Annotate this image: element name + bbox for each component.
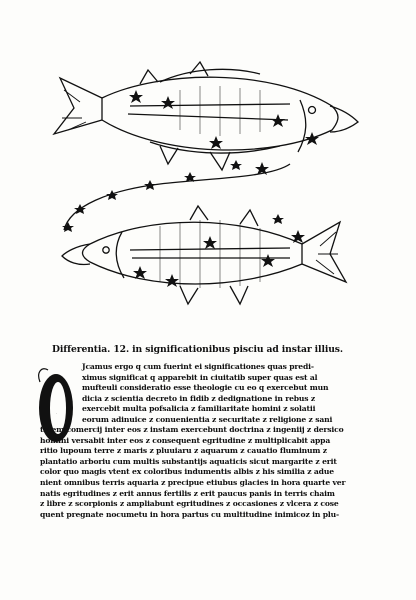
text-line-8: homini versabit inter eos z consequent egritudine z multiplicabit appa xyxy=(40,435,331,445)
text-line-12: nient omnibus terris aquaria z precipue etiubus glacies in hora quarte ver xyxy=(40,478,346,488)
text-line-14: z libre z scorpionis z ampliabunt egritudines z occasiones z vlcera z cose xyxy=(40,499,339,509)
text-line-5: exercebit multa pofsalicia z familiaritate homini z solatii xyxy=(82,404,316,414)
text-line-9: ritio lupoum terre z maris z pluuiaru z aquarum z cauatio fluminum z xyxy=(40,446,327,456)
body-text xyxy=(40,362,390,520)
text-line-15: quent pregnate nocumetu in hora partus cu multitudine inimicoz in plu- xyxy=(40,509,339,519)
svg-text:O: O xyxy=(56,414,57,415)
text-line-6: eorum adinuice z conuenientia z securitate z religione z sani xyxy=(82,414,333,424)
upper-fish xyxy=(54,62,358,170)
pisces-woodcut-illustration xyxy=(40,60,380,330)
text-line-13: natis egritudines z erit annus fertilis z erit paucus panis in terris chaim xyxy=(40,488,335,498)
text-line-11: color quo magis vtent ex coloribus indumentis albis z his similia z adue xyxy=(40,467,334,477)
text-line-3: mufteuli consideratio esse theologie cu eo q exercebut mun xyxy=(82,383,329,393)
text-line-7: tatem comercij inter eos z instam exercebunt doctrina z ingeniij z dersico xyxy=(40,425,344,435)
connecting-cord xyxy=(64,164,290,230)
section-heading: Differentia. 12. in significationibus pisciu ad instar illius. xyxy=(52,344,343,355)
text-line-2: ximus significat q apparebit in ciuitatib super quas est al xyxy=(82,372,318,382)
text-line-4: dicia z scientia decreto in fidib z dedignatione in rebus z xyxy=(82,393,316,403)
text-line-10: plantatio arboriu cum multis substantijs aquaticis sicut margarite z erit xyxy=(40,456,337,466)
text-line-1: Jcamus ergo q cum fuerint ei significationes quas predi- xyxy=(82,362,314,371)
lower-fish xyxy=(62,206,346,304)
